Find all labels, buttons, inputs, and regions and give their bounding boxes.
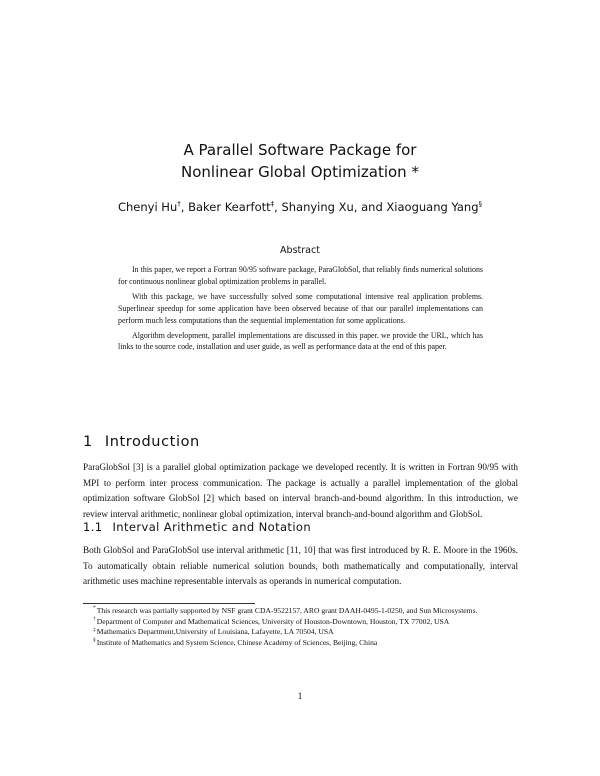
abstract-paragraph: In this paper, we report a Fortran 90/95 software package, ParaGlobSol, that reliably finds numerical solutions for continuous nonlinear global optimization problems in parallel. [118,265,483,286]
footnote [83,617,518,628]
footnote-mark: § [93,637,96,644]
footnote [83,606,518,617]
section-number: 1 [83,434,93,450]
footnote [83,638,518,649]
abstract-paragraph: With this package, we have successfully solved some computational intensive real application problems. Superlinear speedup for some application have been observed because of that our parallel implementations can perform much less computations than the sequential implementation for some applications. [118,291,483,325]
author-separator: , [274,200,282,214]
interval-arithmetic-paragraph: Both GlobSol and ParaGlobSol use interval arithmetic [11, 10] that was first introduced by R. E. Moore in the 1960s. To automatically obtain reliable numerical solution bounds, both mathematically and computationally, interval arithmetic uses machine representable intervals as operands in numerical computation. [83,545,518,587]
author-name: Chenyi Hu [117,200,178,214]
abstract-paragraph: Algorithm development, parallel implementations are discussed in this paper. we provide the URL, which has links to the source code, installation and user guide, as well as performance data at the end of this paper. [118,330,483,352]
title-line-1: A Parallel Software Package for [183,141,417,159]
subsection-heading-interval-arithmetic [83,520,311,535]
page-number: 1 [297,692,303,702]
footnote-text: Department of Computer and Mathematical Sciences, University of Houston-Downtown, Houston, TX 77002, USA [96,616,450,626]
abstract-heading: Abstract [280,245,320,256]
footnote-rule [83,603,255,604]
author-footnote-mark: § [478,200,483,209]
author-separator: , and [353,200,387,214]
footnote [83,627,518,638]
footnotes [83,606,518,648]
footnote-mark: † [93,616,96,623]
section-title: Introduction [104,434,200,450]
subsection-number: 1.1 [83,520,103,534]
author-list [0,199,600,215]
footnote-text: Mathematics Department,University of Louisiana, Lafayette, LA 70504, USA [96,627,334,637]
author-name: Baker Kearfott [188,200,271,214]
title-line-2: Nonlinear Global Optimization * [181,163,419,181]
footnote-text: This research was partially supported by NSF grant CDA-9522157, ARO grant DAAH-0495-1-0250, and Sun Microsystems. [96,606,478,615]
author-separator: , [180,200,189,214]
author-footnote-mark: ‡ [270,200,275,209]
footnote-text: Institute of Mathematics and System Science, Chinese Academy of Sciences, Beijing, China [96,637,378,647]
author-name: Shanying Xu [281,200,354,214]
footnote-mark: ‡ [93,626,96,633]
footnote-mark: * [93,605,96,612]
abstract [118,264,483,356]
subsection-title: Interval Arithmetic and Notation [112,520,312,534]
section-heading-introduction [83,433,200,451]
author-footnote-mark: † [177,200,181,209]
introduction-paragraph: ParaGlobSol [3] is a parallel global optimization package we developed recently. It is written in Fortran 90/95 with MPI to perform inter process communication. The package is actually a parallel implementation of the global optimization software GlobSol [2] which based on interval branch-and-bound algorithm. In this introduction, we review interval arithmetic, nonlinear global optimization, interval branch-and-bound algorithm and GlobSol. [83,462,518,519]
paper-title [0,139,600,183]
author-name: Xiaoguang Yang [386,200,479,214]
